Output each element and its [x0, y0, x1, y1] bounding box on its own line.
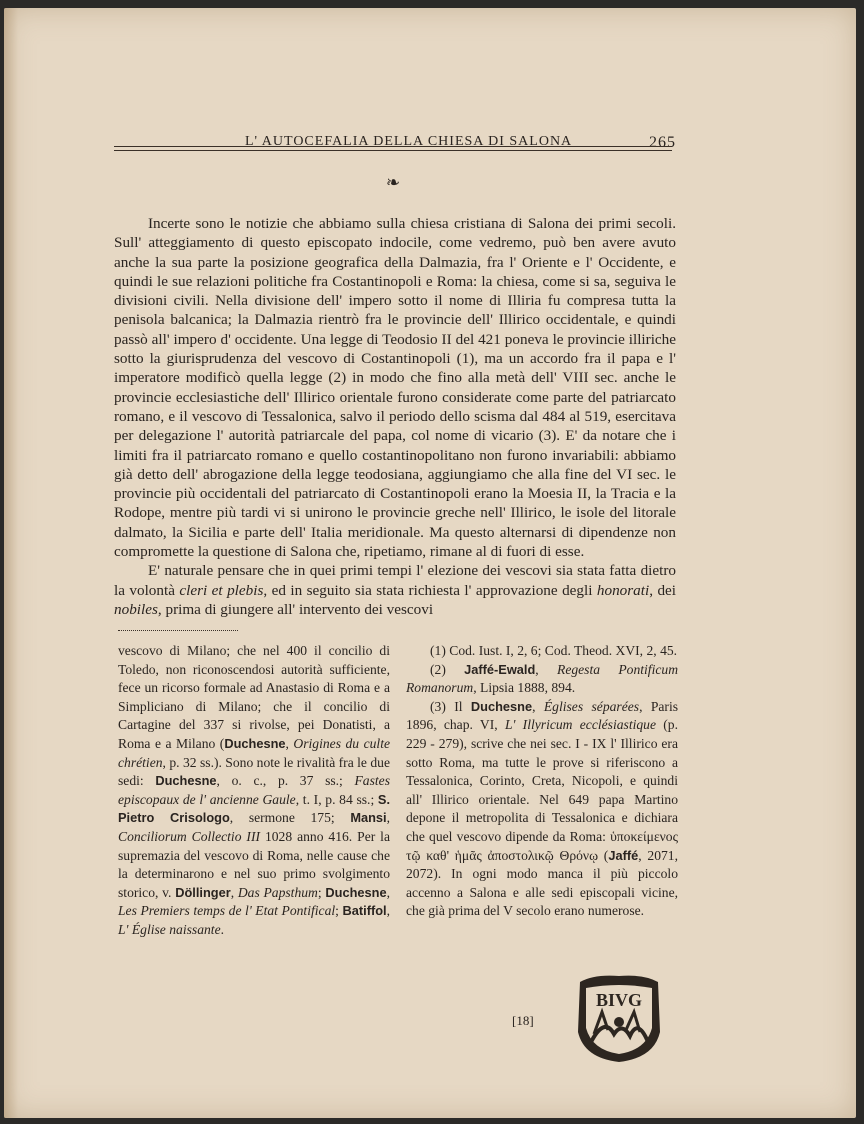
library-stamp-icon [574, 972, 664, 1064]
stamp-text: BIVG [595, 990, 643, 1010]
fleuron-icon: ❧ [385, 173, 401, 192]
footnote-continuation: vescovo di Milano; che nel 400 il concilio di Toledo, non riconoscendosi autorità sufficiente, fece un ricorso formale ad Anastasio di Roma e a Simpliciano di Milano; che il concilio di Cartagine del 337 si rivolse, pei Donatisti, a Roma e a Milano (Duchesne, Origines du culte chrétien, p. 32 ss.). Sono note le rivalità fra le due sedi: Duchesne, o. c., p. 37 ss.; Fastes episcopaux de l' ancienne Gaule, t. I, p. 84 ss.; S. Pietro Crisologo, sermone 175; Mansi, Conciliorum Collectio III 1028 anno 416. Per la supremazia del vescovo di Roma, nelle cause che la determinarono e nel suo primo svolgimento storico, v. Döllinger, Das Papsthum; Duchesne, Les Premiers temps de l' Etat Pontifical; Batiffol, L' Église naissante. [118, 643, 391, 937]
header-title: L' AUTOCEFALIA DELLA CHIESA DI SALONA [245, 134, 573, 149]
footnotes [406, 642, 678, 921]
running-header [118, 134, 676, 154]
page-number: 265 [649, 134, 676, 151]
footnote-separator [118, 630, 238, 631]
signature-mark: [18] [512, 1013, 534, 1028]
footnote-2: (2) Jaffé-Ewald, Regesta Pontificum Romanorum, Lipsia 1888, 894. [406, 661, 679, 696]
paragraph-1: Incerte sono le notizie che abbiamo sulla chiesa cristiana di Salona dei primi secoli. Sull' atteggiamento di questo episcopato indocile, come vedremo, può ben avere avuto anche la sua parte la posizione geografica della Dalmazia, fra l' Oriente e l' Occidente, e quindi le sue relazioni politiche fra Costantinopoli e Roma: la chiesa, come si sa, seguiva le divisioni civili. Nella divisione dell' impero sotto il nome di Illiria fu compresa tutta la penisola balcanica; la Dalmazia rientrò fra le provincie dell' Illirico occidentale, e quindi passò all' impero d' occidente. Una legge di Teodosio II del 421 poneva le provincie illiriche sotto la giurisprudenza del vescovo di Costantinopoli (1), ma un accordo fra il papa e l' imperatore modificò quella legge (2) in modo che fino alla metà dell' VIII sec. anche le provincie ecclesiastiche dell' Illirico orientale furono considerate come parte del patriarcato romano, e il vescovo di Tessalonica, salvo il periodo dello scisma dal 484 al 519, esercitava per delegazione l' autorità patriarcale del papa, col nome di vicario (3). E' da notare che i limiti fra il patriarcato romano e quello costantinopolitano non furono invariabili: abbiamo già detto dell' abrogazione della legge teodosiana, aggiungiamo che alla fine del VI sec. le provincie più occidentali del patriarcato di Costantinopoli erano la Moesia II, la Tracia e la Rodope, mentre più tardi vi si unirono le provincie greche nell' Illirico, le isole del litorale dalmato, la Sicilia e parte dell' Italia meridionale. Ma questo alternarsi di dipendenze non compromette la questione di Salona che, ripetiamo, rimane al di fuori di esse. [114, 215, 676, 561]
main-text [114, 214, 676, 619]
header-rule-double [114, 150, 672, 151]
header-rule [114, 146, 672, 147]
footnote-1: (1) Cod. Iust. I, 2, 6; Cod. Theod. XVI, 2, 45. [430, 643, 678, 658]
paragraph-2: E' naturale pensare che in quei primi tempi l' elezione dei vescovi sia stata fatta dietro la volontà cleri et plebis, ed in seguito sia stata richiesta l' approvazione degli honorati, dei nobiles, prima di giungere all' intervento dei vescovi [114, 562, 677, 618]
footnote-3: (3) Il Duchesne, Églises séparées, Paris 1896, chap. VI, L' Illyricum ecclésiastique (p. 229 - 279), scrive che nei sec. I - IX l' Illirico era sotto Roma, ma tutte le prove si riferiscono a Tessalonica, Corinto, Creta, Nicopoli, e quindi all' Illirico orientale. Nel 649 papa Martino depone il metropolita di Tessalonica e dichiara che quel vescovo dipende da Roma: ὑποκείμενος τῷ καθ' ἡμᾶς ἀποστολικῷ Θρόνῳ (Jaffé, 2071, 2072). In ogni modo manca il più piccolo accenno a Salona e alle sedi episcopali vicine, che già prima del V secolo erano numerose. [406, 698, 679, 919]
